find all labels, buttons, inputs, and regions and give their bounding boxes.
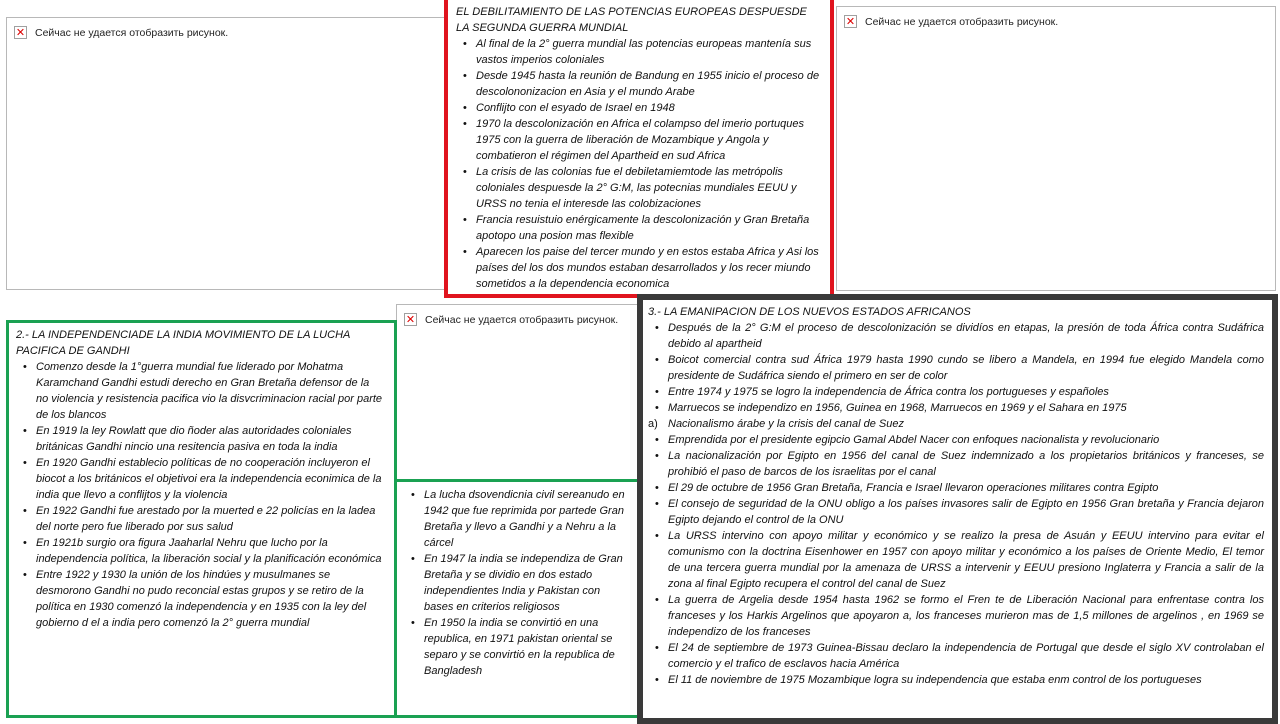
section-india-independence [6,320,397,718]
list-item: • Conflijto con el esyado de Israel en 1948 [456,100,822,116]
list-item: • En 1920 Gandhi establecio políticas de no cooperación incluyeron el biocot a los británicos el objetivoi era la independencia econimica de la india que llevo a conflijtos y la violencia [16,455,384,503]
list-item: • La guerra de Argelia desde 1954 hasta 1962 se formo el Fren te de Liberación Nacional para enfrentase contra los franceses y los Harkis Argelinos que apoyaron a, los franceses murieron mas de 1,5 millones de argelinos , en 1969 se independizo de los franceses [648,592,1264,640]
list-item: • Francia resuistuio enérgicamente la descolonización y Gran Bretaña apotopo una posion mas flexible [456,212,822,244]
sub-heading [648,416,1264,432]
list-item: • El consejo de seguridad de la ONU obligo a los países invasores salir de Egipto en 1956 Gran bretaña y Francia dejaron Egipto dejando el control de la ONU [648,496,1264,528]
placeholder-text: Сейчас не удается отобразить рисунок. [865,15,1059,28]
list-item: • El 29 de octubre de 1956 Gran Bretaña, Francia e Israel llevaron operaciones militares contra Egipto [648,480,1264,496]
list-item: • La crisis de las colonias fue el debiletamiemtode las metrópolis coloniales despuesde la 2° G:M, las potecnias mundiales EEUU y URSS no tenia el interesde las colobizaciones [456,164,822,212]
section-title: EL DEBILITAMIENTO DE LAS POTENCIAS EUROPEAS DESPUESDE LA SEGUNDA GUERRA MUNDIAL [456,6,807,34]
placeholder-text: Сейчас не удается отобразить рисунок. [425,313,619,326]
list-item: • Aparecen los paise del tercer mundo y en estos estaba Africa y Asi los países del los dos mundos estaban desarrollados y los recer miundo sometidos a la dependencia economica [456,244,822,292]
list-item: • En 1950 la india se convirtió en una republica, en 1971 pakistan oriental se separo y se convirtió en la republica de Bangladesh [404,615,629,679]
broken-image-icon: ✕ [15,26,26,39]
section-title: 3.- LA EMANIPACION DE LOS NUEVOS ESTADOS AFRICANOS [648,306,971,318]
list-item: • En 1921b surgio ora figura Jaaharlal Nehru que lucho por la independencia política, la liberación social y la planificación económica [16,535,384,567]
list-item: • Entre 1974 y 1975 se logro la independencia de África contra los portugueses y españoles [648,384,1264,400]
placeholder-text: Сейчас не удается отобразить рисунок. [35,26,229,39]
list-item: • Después de la 2° G:M el proceso de descolonización se dividíos en etapas, la presión de toda África contra Sudáfrica debido al apartheid [648,320,1264,352]
list-item: • Comenzo desde la 1°guerra mundial fue liderado por Mohatma Karamchand Gandhi estudi derecho en Gran Bretaña defensor de la no violencia y resistencia pacifica vio la disvcriminacion racial por parte de los blancos [16,359,384,423]
list-item: • Boicot comercial contra sud África 1979 hasta 1990 cundo se libero a Mandela, en 1994 fue elegido Mandela como presidente de Sudáfrica siendo el primero en ser de color [648,352,1264,384]
list-item: • La lucha dsovendicnia civil sereanudo en 1942 que fue reprimida por partede Gran Bretaña y llevo a Gandhi y a Nehru a la cárcel [404,487,629,551]
section-african-states [637,294,1278,724]
sub-heading-text: Nacionalismo árabe y la crisis del canal de Suez [668,418,905,430]
list-item: • Al final de la 2° guerra mundial las potencias europeas mantenía sus vastos imperios coloniales [456,36,822,68]
list-item: • La URSS intervino con apoyo militar y económico y se realizo la presa de Asuán y EEUU intervino para evitar el comunismo con la doctrina Eisenhower en 1957 con apoyo militar y económico a los países de Oriente Medio, El temor de una tercera guerra mundial por la amenaza de URSS a intervenir y EEUU presiono Inglaterra y Francia a salir de la zona al final Egipto recupera el control del canal de Suez [648,528,1264,592]
bullet-list [16,359,384,631]
list-item: • En 1947 la india se independiza de Gran Bretaña y se dividio en dos estado independientes India y Pakistan con bases en criterios religiosos [404,551,629,615]
list-item: • 1970 la descolonización en Africa el colampso del imerio portuques 1975 con la guerra de liberación de Mozambique y Angola y combatieron el régimen del Apartheid en sud Africa [456,116,822,164]
bullet-list [456,36,822,292]
list-item: • Desde 1945 hasta la reunión de Bandung en 1955 inicio el proceso de descolononizacion en Asia y el mundo Arabe [456,68,822,100]
list-item: • El 24 de septiembre de 1973 Guinea-Bissau declaro la independencia de Portugal que desde el siglo XV controlaban el comercio y el trafico de esclavos hacia América [648,640,1264,672]
image-placeholder-top-left [6,17,446,290]
list-item: • La nacionalización por Egipto en 1956 del canal de Suez indemnizado a los propietarios británicos y franceses, se prohibió el paso de barcos de los israelitas por el canal [648,448,1264,480]
image-placeholder-middle [396,304,640,480]
bullet-list [404,487,629,679]
list-item: • Marruecos se independizo en 1956, Guinea en 1968, Marruecos en 1969 y el Sahara en 1975 [648,400,1264,416]
list-item: • Emprendida por el presidente egipcio Gamal Abdel Nacer con enfoques nacionalista y revolucionario [648,432,1264,448]
broken-image-icon: ✕ [845,15,856,28]
list-item: • En 1922 Gandhi fue arestado por la muerted e 22 policías en la ladea del norte pero fue liberado por sus salud [16,503,384,535]
list-item: • Entre 1922 y 1930 la unión de los hindúes y musulmanes se desmorono Gandhi no pudo reconcial estas grupos y se retiro de la política en 1930 comenzó la independencia y en 1935 con la ley del gobierno d el a india pero comenzó la 2° guerra mundial [16,567,384,631]
broken-image-icon: ✕ [405,313,416,326]
image-placeholder-top-right [836,6,1276,291]
bullet-list [648,320,1264,688]
list-item: • En 1919 la ley Rowlatt que dio ñoder alas autoridades coloniales británicas Gandhi nincio una resitencia pasiva en toda la india [16,423,384,455]
section-european-powers [444,0,834,298]
section-title: 2.- LA INDEPENDENCIADE LA INDIA MOVIMIENTO DE LA LUCHA PACIFICA DE GANDHI [16,329,350,357]
list-item: • El 11 de noviembre de 1975 Mozambique logra su independencia que estaba enm control de los portugueses [648,672,1264,688]
section-india-continuation [394,479,642,718]
